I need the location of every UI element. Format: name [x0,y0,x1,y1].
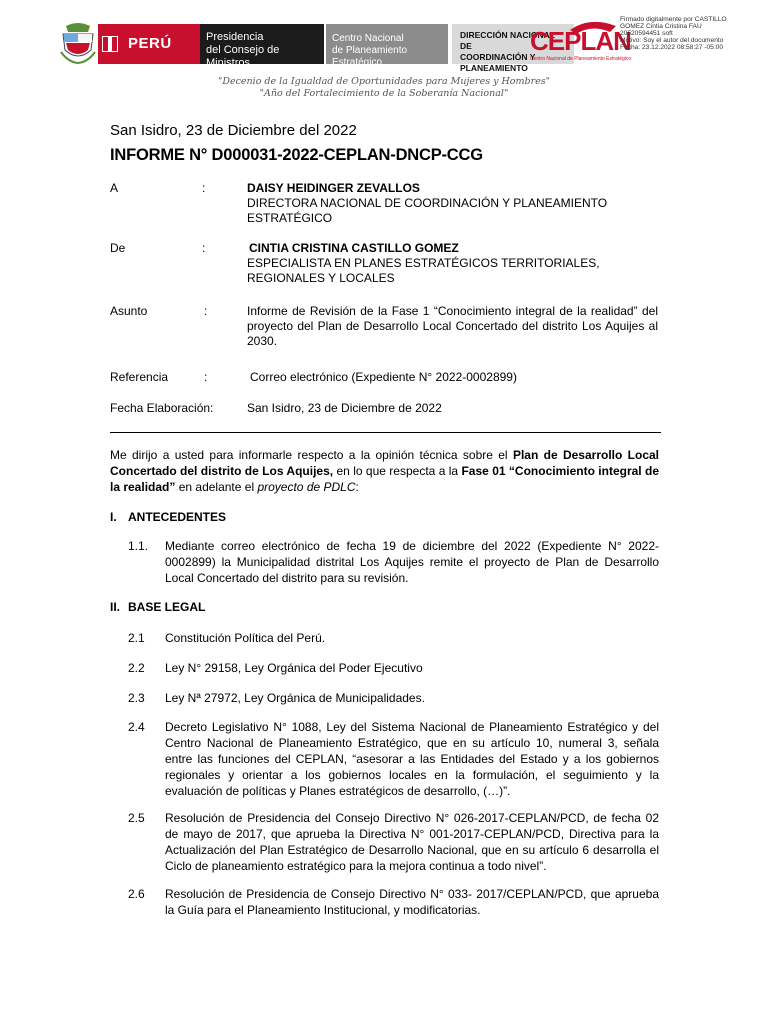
dncp-line-2: COORDINACIÓN Y [460,52,536,62]
meta-colon: : [202,181,206,195]
meta-label-a: A [110,181,119,195]
intro-pdlc: proyecto de PDLC [257,480,356,494]
item-number: 2.2 [128,661,145,675]
meta-colon: : [202,241,206,255]
coat-of-arms-icon [60,22,96,64]
meta-value-a [247,181,659,226]
cnpe-line-1: Centro Nacional [332,33,404,44]
item-number: 2.1 [128,631,145,645]
meta-label-de: De [110,241,126,255]
peru-text: PERÚ [128,35,172,52]
section-number: I. [110,510,117,524]
intro-plan-name: Plan de Desarrollo Local Concertado del distrito de Los Aquijes, [110,448,659,478]
item-number: 2.6 [128,887,145,901]
cnpe-block [326,24,448,68]
document-date: San Isidro, 23 de Diciembre del 2022 [110,122,357,139]
intro-paragraph [110,447,659,495]
item-text: Ley Nª 27972, Ley Orgánica de Municipalidades. [165,691,425,705]
document-title: INFORME N° D000031-2022-CEPLAN-DNCP-CCG [110,146,483,164]
elaboration-date: San Isidro, 23 de Diciembre de 2022 [247,401,442,415]
recipient-role: DIRECTORA NACIONAL DE COORDINACIÓN Y PLANEAMIENTO ESTRATÉGICO [247,196,608,225]
meta-colon: : [204,370,208,384]
signature-line: Firmado digitalmente por CASTILLO [620,16,727,23]
item-number: 2.4 [128,720,145,734]
section-title: ANTECEDENTES [128,510,227,524]
item-number: 2.5 [128,811,145,825]
dncp-line-3: PLANEAMIENTO [460,63,528,73]
signature-line: GOMEZ Cintia Cristina FAU [620,23,702,30]
item-text: Mediante correo electrónico de fecha 19 de diciembre del 2022 (Expediente N° 2022-0002899) la Municipalidad distrital Los Aquijes remite el proyecto de Plan de Desarrollo Local Concertado del distrito para su revisión. [165,539,659,585]
peru-brand-block [98,24,200,64]
section-heading-antecedentes [110,510,226,524]
mottos [0,76,768,100]
sender-role: ESPECIALISTA EN PLANES ESTRATÉGICOS TERRITORIALES, REGIONALES Y LOCALES [247,256,600,285]
intro-phase-name: Fase 01 “Conocimiento integral de la realidad” [110,464,659,494]
ceplan-subtitle: Centro Nacional de Planeamiento Estratégico [530,56,632,62]
sender-name: CINTIA CRISTINA CASTILLO GOMEZ [249,241,459,255]
digital-signature [620,16,732,51]
intro-text: Me dirijo a usted para informarle respecto a la opinión técnica sobre el [110,448,513,462]
motto-line-2: "Año del Fortalecimiento de la Soberanía Nacional" [259,88,509,99]
meta-label-fecha: Fecha Elaboración: [110,401,214,415]
ceplan-logo-icon [530,20,632,66]
item-text: Resolución de Presidencia del Consejo Directivo N° 026-2017-CEPLAN/PCD, de fecha 02 de mayo de 2017, que aprueba la Directiva N° 001-2017-CEPLAN/PCD, Directiva para la Actualización del Plan Estratégico de Desarrollo Nacional, que en su artículo 6 desarrolla el Ciclo de planeamiento estratégico para la mejora continua a todo nivel”. [165,811,659,873]
pcm-line-2: del Consejo de Ministros [206,44,280,69]
subject-text: Informe de Revisión de la Fase 1 “Conocimiento integral de la realidad” del proyecto del Plan de Desarrollo Local Concertado del distrito Los Aquijes al 2030. [247,304,658,348]
reference-text: Correo electrónico (Expediente N° 2022-0002899) [250,370,517,384]
signature-line: Fecha: 23.12.2022 08:58:27 -05:00 [620,44,724,51]
meta-label-ref: Referencia [110,370,169,384]
meta-value-de [247,241,659,286]
item-number: 1.1. [128,539,149,553]
dncp-line-1: DIRECCIÓN NACIONAL DE [460,30,555,51]
cnpe-line-2: de Planeamiento Estratégico [332,45,408,68]
item-text: Constitución Política del Perú. [165,631,326,645]
pcm-line-1: Presidencia [206,31,264,43]
intro-text: : [355,480,359,494]
section-number: II. [110,600,121,614]
signature-line: Motivo: Soy el autor del documento [620,37,724,44]
item-text: Resolución de Presidencia de Consejo Directivo N° 033- 2017/CEPLAN/PCD, que aprueba la Guía para el Planeamiento Institucional, y modificatorias. [165,887,659,917]
meta-label-asunto: Asunto [110,304,148,318]
recipient-name: DAISY HEIDINGER ZEVALLOS [247,181,420,195]
section-heading-base-legal [110,600,205,614]
document-header [60,16,727,73]
pcm-block [200,24,324,69]
intro-text: en lo que respecta a la [333,464,462,478]
peru-flag-icon [102,36,118,52]
section-title: BASE LEGAL [128,600,206,614]
ceplan-text: CEPLAN [530,26,631,56]
signature-line: 20520594451 soft [620,30,673,37]
item-text: Decreto Legislativo N° 1088, Ley del Sistema Nacional de Planeamiento Estratégico y del Centro Nacional de Planeamiento Estratégico, que en su artículo 10, numeral 3, señala entre las funciones del CEPLAN, “asesorar a las Entidades del Estado y a los gobiernos regionales y orientar a los gobiernos locales en la formulación, el seguimiento y la evaluación de políticas y Planes estratégicos de desarrollo, (…)”. [165,720,659,798]
meta-colon: : [204,304,208,318]
intro-text: en adelante el [175,480,258,494]
motto-line-1: "Decenio de la Igualdad de Oportunidades para Mujeres y Hombres" [217,76,550,87]
divider [110,432,661,433]
item-text: Ley N° 29158, Ley Orgánica del Poder Ejecutivo [165,661,423,675]
item-number: 2.3 [128,691,145,705]
